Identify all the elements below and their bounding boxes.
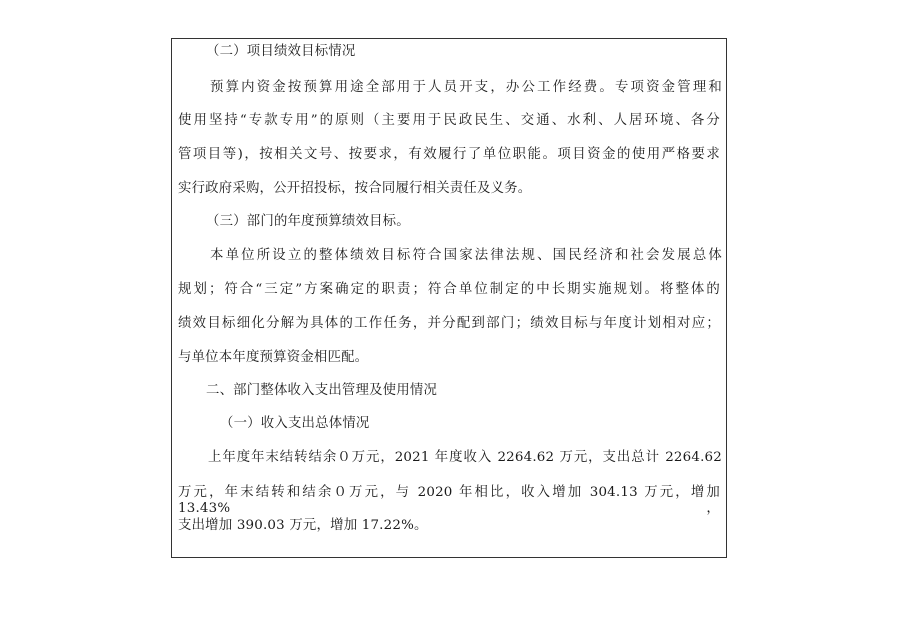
paragraph-line: 规划；符合“三定”方案确定的职责；符合单位制定的中长期实施规划。将整体的 [178, 282, 720, 297]
paragraph-line: 使用坚持“专款专用”的原则（主要用于民政民生、交通、水利、人居环境、各分 [178, 113, 720, 128]
subsection-heading-overall: （一）收入支出总体情况 [220, 416, 370, 431]
paragraph-line: 与单位本年度预算资金相匹配。 [178, 350, 369, 365]
paragraph-line: 预算内资金按预算用途全部用于人员开支，办公工作经费。专项资金管理和 [210, 80, 722, 95]
paragraph-line: 实行政府采购，公开招投标，按合同履行相关责任及义务。 [178, 181, 532, 196]
section-heading-annual-goals: （三）部门的年度预算绩效目标。 [206, 214, 410, 229]
paragraph-line: 绩效目标细化分解为具体的工作任务，并分配到部门；绩效目标与年度计划相对应； [178, 316, 720, 331]
paragraph-line: 上年度年末结转结余０万元，2021 年度收入 2264.62 万元，支出总计 2264.62 [208, 450, 722, 465]
paragraph-line: 万元，年末结转和结余０万元，与 2020 年相比，收入增加 304.13 万元，增加 13.43%， [178, 485, 720, 516]
section-heading-income-expenditure: 二、部门整体收入支出管理及使用情况 [206, 383, 438, 398]
section-heading-project-goals: （二）项目绩效目标情况 [206, 44, 356, 59]
paragraph-line: 本单位所设立的整体绩效目标符合国家法律法规、国民经济和社会发展总体 [210, 248, 722, 263]
paragraph-line: 支出增加 390.03 万元，增加 17.22%。 [178, 518, 428, 533]
paragraph-line: 管项目等)，按相关文号、按要求，有效履行了单位职能。项目资金的使用严格要求 [178, 147, 720, 162]
